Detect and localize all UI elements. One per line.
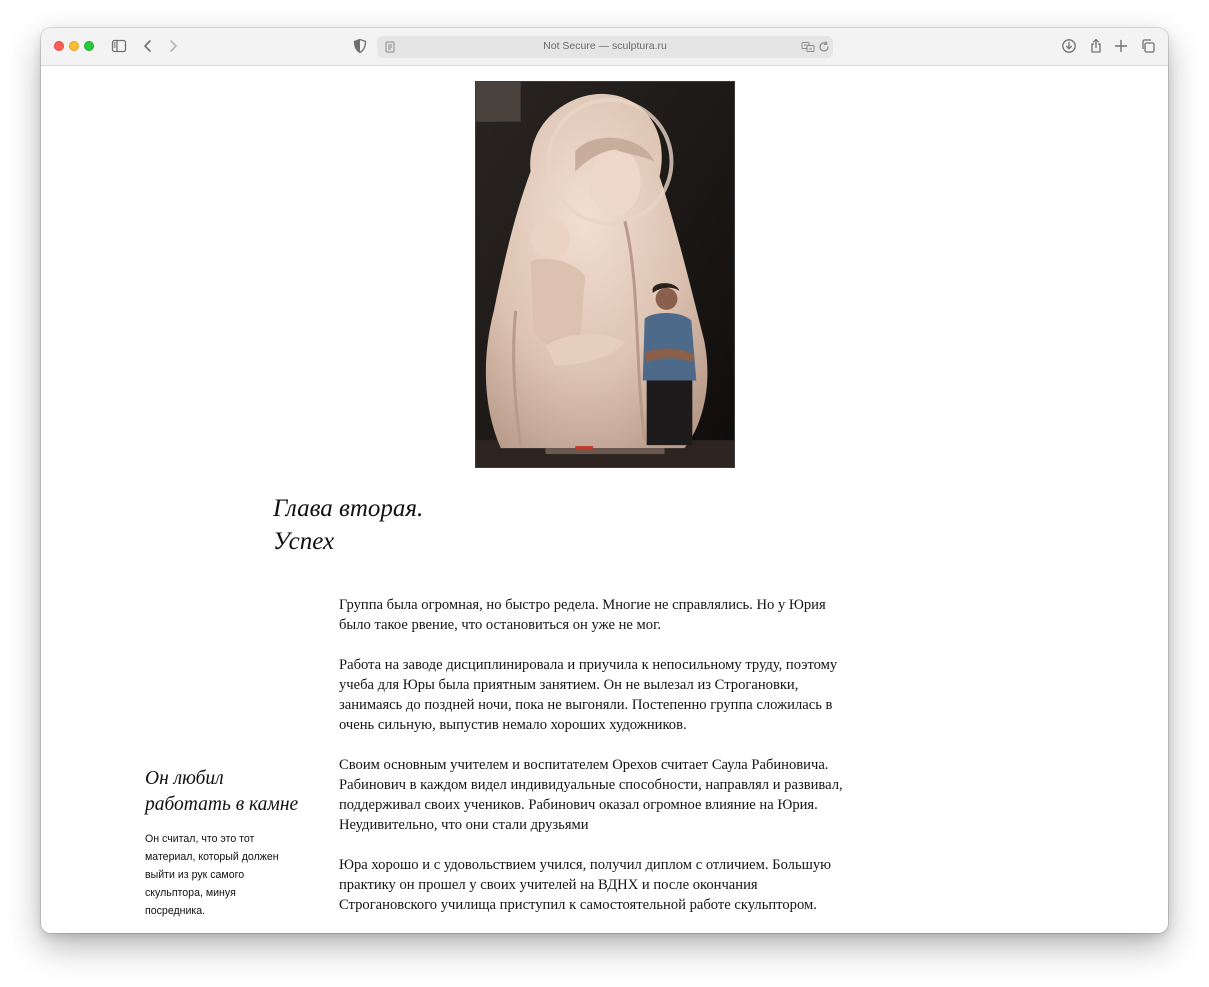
reload-icon[interactable]: [817, 40, 831, 54]
plus-icon[interactable]: [1113, 38, 1129, 54]
share-icon[interactable]: [1088, 38, 1104, 54]
sidebar-icon[interactable]: [111, 38, 127, 54]
sidebar-quote-title: [145, 766, 298, 818]
address-text: Not Secure — sculptura.ru: [543, 40, 667, 52]
article-paragraph: Своим основным учителем и воспитателем Орехов считает Саула Рабиновича. Рабинович в каждом видел индивидуальные способности, направлял и развивал, поддерживал своих учеников. Рабинович оказал огромное влияние на Юрия. Неудивительно, что они стали друзьями: [339, 757, 843, 833]
sculpture-photo: [475, 81, 735, 468]
sidebar-quote-text: Он считал, что это тот материал, который должен выйти из рук самого скульптора, минуя посредника.: [145, 833, 279, 917]
browser-window: [41, 28, 1168, 933]
article-paragraph: Юра хорошо и с удовольствием учился, получил диплом с отличием. Большую практику он прошел у своих учителей на ВДНХ и после окончания Строгановского училища приступил к самостоятельной работе скульптором.: [339, 857, 832, 913]
sidebar-quote-title-line: работать в камне: [145, 794, 299, 815]
address-bar[interactable]: [377, 36, 833, 58]
close-window-button[interactable]: [54, 41, 64, 51]
chevron-left-icon[interactable]: [140, 38, 156, 54]
article-paragraph: Работа на заводе дисциплинировала и приучила к непосильному труду, поэтому учеба для Юры была приятным занятием. Он не вылезал из Строгановки, занимаясь до поздней ночи, пока не выгоняли. Постепенно группа сложилась в очень сильную, выпустив немало хороших художников.: [339, 657, 838, 733]
maximize-window-button[interactable]: [84, 41, 94, 51]
download-icon[interactable]: [1061, 38, 1077, 54]
web-page: [41, 67, 1168, 933]
article-body: [339, 595, 859, 933]
chevron-right-icon[interactable]: [165, 38, 181, 54]
chapter-title-line: Глава вторая.: [273, 495, 424, 522]
sidebar-quote-title-line: Он любил: [145, 768, 224, 789]
chapter-title-line: Успех: [273, 528, 335, 555]
browser-toolbar: [41, 28, 1168, 66]
chapter-title: [273, 492, 423, 558]
tabs-overview-icon[interactable]: [1140, 38, 1156, 54]
shield-icon[interactable]: [352, 38, 368, 54]
article-paragraph: Группа была огромная, но быстро редела. Многие не справлялись. Но у Юрия было такое рвение, что остановиться он уже не мог.: [339, 597, 826, 633]
minimize-window-button[interactable]: [69, 41, 79, 51]
translate-icon[interactable]: [801, 40, 815, 54]
